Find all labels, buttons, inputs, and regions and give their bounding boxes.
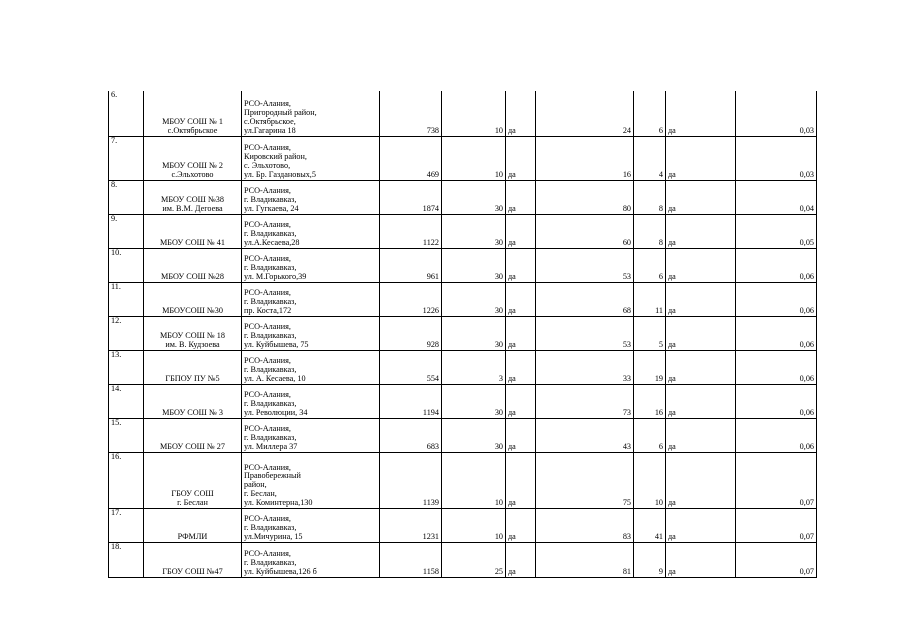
value-f-cell: да xyxy=(666,508,736,542)
address-line: с. Эльхотово, xyxy=(244,160,291,170)
address-line: Пригородный район, xyxy=(244,108,317,118)
value-d-cell: 43 xyxy=(536,418,634,452)
address-line: ул.Мичурина, 15 xyxy=(244,531,303,541)
school-name-line: МБОУ СОШ №28 xyxy=(161,271,224,281)
school-name-cell xyxy=(144,214,242,248)
address-line: РСО-Алания, xyxy=(244,288,291,298)
school-name-cell xyxy=(144,91,242,136)
table-row xyxy=(109,542,817,577)
value-g-cell: 0,03 xyxy=(736,136,817,180)
value-a-cell: 738 xyxy=(380,91,442,136)
school-name-line: МБОУ СОШ № 41 xyxy=(160,237,225,247)
value-e-cell: 6 xyxy=(634,91,666,136)
address-cell xyxy=(242,136,380,180)
table-row xyxy=(109,248,817,282)
address-line: РСО-Алания, xyxy=(244,549,291,559)
value-f-cell: да xyxy=(666,542,736,577)
school-name-cell xyxy=(144,248,242,282)
value-c-cell: да xyxy=(506,452,536,508)
address-line: ул.Гагарина 18 xyxy=(244,125,296,135)
address-line: РСО-Алания, xyxy=(244,462,291,472)
value-d-cell: 60 xyxy=(536,214,634,248)
schools-table xyxy=(108,91,817,578)
value-a-cell: 1194 xyxy=(380,384,442,418)
address-line: г. Владикавказ, xyxy=(244,262,297,272)
row-number-cell: 13. xyxy=(109,350,144,384)
school-name-line: с.Октябрьское xyxy=(167,125,218,135)
value-g-cell: 0,05 xyxy=(736,214,817,248)
value-c-cell: да xyxy=(506,384,536,418)
address-line: ул. Бр. Газдановых,5 xyxy=(244,169,316,179)
value-g-cell: 0,06 xyxy=(736,248,817,282)
school-name-cell xyxy=(144,316,242,350)
address-line: пр. Коста,172 xyxy=(244,305,292,315)
value-d-cell: 53 xyxy=(536,248,634,282)
value-f-cell: да xyxy=(666,452,736,508)
school-name-cell xyxy=(144,418,242,452)
address-line: РСО-Алания, xyxy=(244,143,291,153)
value-e-cell: 11 xyxy=(634,282,666,316)
value-a-cell: 554 xyxy=(380,350,442,384)
school-name-line: ГБОУ СОШ №47 xyxy=(162,566,223,576)
address-line: РСО-Алания, xyxy=(244,186,291,196)
value-a-cell: 1158 xyxy=(380,542,442,577)
value-a-cell: 928 xyxy=(380,316,442,350)
table-row xyxy=(109,452,817,508)
table-row xyxy=(109,350,817,384)
value-b-cell: 10 xyxy=(442,452,506,508)
row-number-cell: 15. xyxy=(109,418,144,452)
value-a-cell: 1231 xyxy=(380,508,442,542)
school-name-line: МБОУ СОШ №38 xyxy=(161,194,224,204)
value-g-cell: 0,06 xyxy=(736,384,817,418)
value-d-cell: 33 xyxy=(536,350,634,384)
value-g-cell: 0,03 xyxy=(736,91,817,136)
value-g-cell: 0,07 xyxy=(736,452,817,508)
value-b-cell: 30 xyxy=(442,384,506,418)
value-d-cell: 73 xyxy=(536,384,634,418)
row-number-cell: 10. xyxy=(109,248,144,282)
value-b-cell: 30 xyxy=(442,180,506,214)
value-e-cell: 16 xyxy=(634,384,666,418)
value-a-cell: 1139 xyxy=(380,452,442,508)
address-line: район, xyxy=(244,480,267,490)
address-line: г. Владикавказ, xyxy=(244,557,297,567)
school-name-cell xyxy=(144,542,242,577)
school-name-line: ГБПОУ ПУ №5 xyxy=(165,373,220,383)
value-b-cell: 30 xyxy=(442,418,506,452)
value-f-cell: да xyxy=(666,282,736,316)
table-body xyxy=(109,91,817,577)
school-name-line: г. Беслан xyxy=(177,497,208,507)
table-row xyxy=(109,91,817,136)
value-b-cell: 30 xyxy=(442,214,506,248)
row-number-cell: 8. xyxy=(109,180,144,214)
value-a-cell: 683 xyxy=(380,418,442,452)
address-line: ул. Куйбышева, 75 xyxy=(244,339,309,349)
address-cell xyxy=(242,91,380,136)
value-c-cell: да xyxy=(506,136,536,180)
table-row xyxy=(109,384,817,418)
address-line: г. Владикавказ, xyxy=(244,364,297,374)
value-e-cell: 6 xyxy=(634,248,666,282)
value-g-cell: 0,06 xyxy=(736,316,817,350)
row-number-cell: 18. xyxy=(109,542,144,577)
value-c-cell: да xyxy=(506,542,536,577)
value-f-cell: да xyxy=(666,248,736,282)
value-e-cell: 19 xyxy=(634,350,666,384)
address-line: г. Владикавказ, xyxy=(244,330,297,340)
row-number-cell: 7. xyxy=(109,136,144,180)
value-c-cell: да xyxy=(506,282,536,316)
address-line: г. Беслан, xyxy=(244,488,277,498)
value-c-cell: да xyxy=(506,214,536,248)
row-number-cell: 14. xyxy=(109,384,144,418)
address-line: РСО-Алания, xyxy=(244,322,291,332)
address-line: РСО-Алания, xyxy=(244,356,291,366)
address-line: РСО-Алания, xyxy=(244,390,291,400)
value-b-cell: 30 xyxy=(442,316,506,350)
value-c-cell: да xyxy=(506,418,536,452)
value-a-cell: 1226 xyxy=(380,282,442,316)
address-cell xyxy=(242,384,380,418)
value-b-cell: 30 xyxy=(442,282,506,316)
address-line: г. Владикавказ, xyxy=(244,432,297,442)
address-cell xyxy=(242,418,380,452)
address-line: Кировский район, xyxy=(244,152,307,162)
value-b-cell: 10 xyxy=(442,508,506,542)
value-g-cell: 0,07 xyxy=(736,542,817,577)
school-name-line: ГБОУ СОШ xyxy=(171,488,214,498)
value-b-cell: 25 xyxy=(442,542,506,577)
address-line: РСО-Алания, xyxy=(244,424,291,434)
school-name-line: МБОУ СОШ № 27 xyxy=(160,441,225,451)
value-e-cell: 8 xyxy=(634,214,666,248)
address-line: ул. Куйбышева,126 б xyxy=(244,566,317,576)
value-e-cell: 6 xyxy=(634,418,666,452)
address-line: с.Октябрьское, xyxy=(244,116,296,126)
value-a-cell: 961 xyxy=(380,248,442,282)
value-c-cell: да xyxy=(506,248,536,282)
value-d-cell: 83 xyxy=(536,508,634,542)
row-number-cell: 16. xyxy=(109,452,144,508)
value-a-cell: 469 xyxy=(380,136,442,180)
address-cell xyxy=(242,316,380,350)
value-c-cell: да xyxy=(506,316,536,350)
value-g-cell: 0,06 xyxy=(736,282,817,316)
value-f-cell: да xyxy=(666,316,736,350)
school-name-line: им. В. Кудзоева xyxy=(165,339,220,349)
value-f-cell: да xyxy=(666,91,736,136)
row-number-cell: 11. xyxy=(109,282,144,316)
value-a-cell: 1874 xyxy=(380,180,442,214)
value-d-cell: 16 xyxy=(536,136,634,180)
value-f-cell: да xyxy=(666,350,736,384)
row-number-cell: 17. xyxy=(109,508,144,542)
address-line: ул. Миллера 37 xyxy=(244,441,298,451)
school-name-cell xyxy=(144,508,242,542)
value-a-cell: 1122 xyxy=(380,214,442,248)
school-name-line: МБОУ СОШ № 3 xyxy=(162,407,223,417)
value-b-cell: 10 xyxy=(442,136,506,180)
address-line: г. Владикавказ, xyxy=(244,398,297,408)
value-d-cell: 75 xyxy=(536,452,634,508)
value-d-cell: 81 xyxy=(536,542,634,577)
address-cell xyxy=(242,282,380,316)
value-c-cell: да xyxy=(506,350,536,384)
value-c-cell: да xyxy=(506,91,536,136)
table-row xyxy=(109,136,817,180)
address-line: г. Владикавказ, xyxy=(244,296,297,306)
address-line: г. Владикавказ, xyxy=(244,228,297,238)
value-c-cell: да xyxy=(506,180,536,214)
school-name-cell xyxy=(144,452,242,508)
school-name-line: РФМЛИ xyxy=(177,531,208,541)
address-line: Правобережный xyxy=(244,471,301,481)
value-d-cell: 24 xyxy=(536,91,634,136)
value-b-cell: 3 xyxy=(442,350,506,384)
address-line: ул. Коминтерна,130 xyxy=(244,497,313,507)
value-f-cell: да xyxy=(666,136,736,180)
row-number-cell: 6. xyxy=(109,91,144,136)
value-g-cell: 0,04 xyxy=(736,180,817,214)
value-f-cell: да xyxy=(666,418,736,452)
address-cell xyxy=(242,508,380,542)
address-cell xyxy=(242,180,380,214)
table-row xyxy=(109,418,817,452)
table-row xyxy=(109,508,817,542)
school-name-line: МБОУ СОШ № 1 xyxy=(162,116,223,126)
school-name-line: МБОУ СОШ № 18 xyxy=(160,330,225,340)
address-line: г. Владикавказ, xyxy=(244,194,297,204)
address-line: РСО-Алания, xyxy=(244,514,291,524)
value-g-cell: 0,06 xyxy=(736,350,817,384)
value-c-cell: да xyxy=(506,508,536,542)
school-name-cell xyxy=(144,384,242,418)
address-line: ул. Революции, 34 xyxy=(244,407,308,417)
value-g-cell: 0,06 xyxy=(736,418,817,452)
address-line: РСО-Алания, xyxy=(244,99,291,109)
value-e-cell: 10 xyxy=(634,452,666,508)
address-line: РСО-Алания, xyxy=(244,220,291,230)
address-line: г. Владикавказ, xyxy=(244,522,297,532)
value-d-cell: 80 xyxy=(536,180,634,214)
school-name-line: им. В.М. Дегоева xyxy=(162,203,223,213)
row-number-cell: 12. xyxy=(109,316,144,350)
value-d-cell: 53 xyxy=(536,316,634,350)
value-e-cell: 5 xyxy=(634,316,666,350)
address-cell xyxy=(242,542,380,577)
value-b-cell: 30 xyxy=(442,248,506,282)
school-name-cell xyxy=(144,180,242,214)
table-row xyxy=(109,180,817,214)
value-e-cell: 8 xyxy=(634,180,666,214)
table-row xyxy=(109,316,817,350)
row-number-cell: 9. xyxy=(109,214,144,248)
address-line: ул. М.Горького,39 xyxy=(244,271,307,281)
value-f-cell: да xyxy=(666,214,736,248)
school-name-line: МБОУСОШ №30 xyxy=(162,305,223,315)
value-g-cell: 0,07 xyxy=(736,508,817,542)
address-cell xyxy=(242,214,380,248)
school-name-cell xyxy=(144,136,242,180)
value-e-cell: 9 xyxy=(634,542,666,577)
address-cell xyxy=(242,350,380,384)
value-e-cell: 41 xyxy=(634,508,666,542)
school-name-cell xyxy=(144,282,242,316)
address-line: РСО-Алания, xyxy=(244,254,291,264)
school-name-cell xyxy=(144,350,242,384)
table-row xyxy=(109,282,817,316)
value-b-cell: 10 xyxy=(442,91,506,136)
table-row xyxy=(109,214,817,248)
address-cell xyxy=(242,248,380,282)
address-line: ул. Гугкаева, 24 xyxy=(244,203,299,213)
address-line: ул. А. Кесаева, 10 xyxy=(244,373,306,383)
value-f-cell: да xyxy=(666,180,736,214)
value-f-cell: да xyxy=(666,384,736,418)
value-d-cell: 68 xyxy=(536,282,634,316)
value-e-cell: 4 xyxy=(634,136,666,180)
address-cell xyxy=(242,452,380,508)
school-name-line: с.Эльхотово xyxy=(171,169,214,179)
school-name-line: МБОУ СОШ № 2 xyxy=(162,160,223,170)
address-line: ул.А.Кесаева,28 xyxy=(244,237,300,247)
